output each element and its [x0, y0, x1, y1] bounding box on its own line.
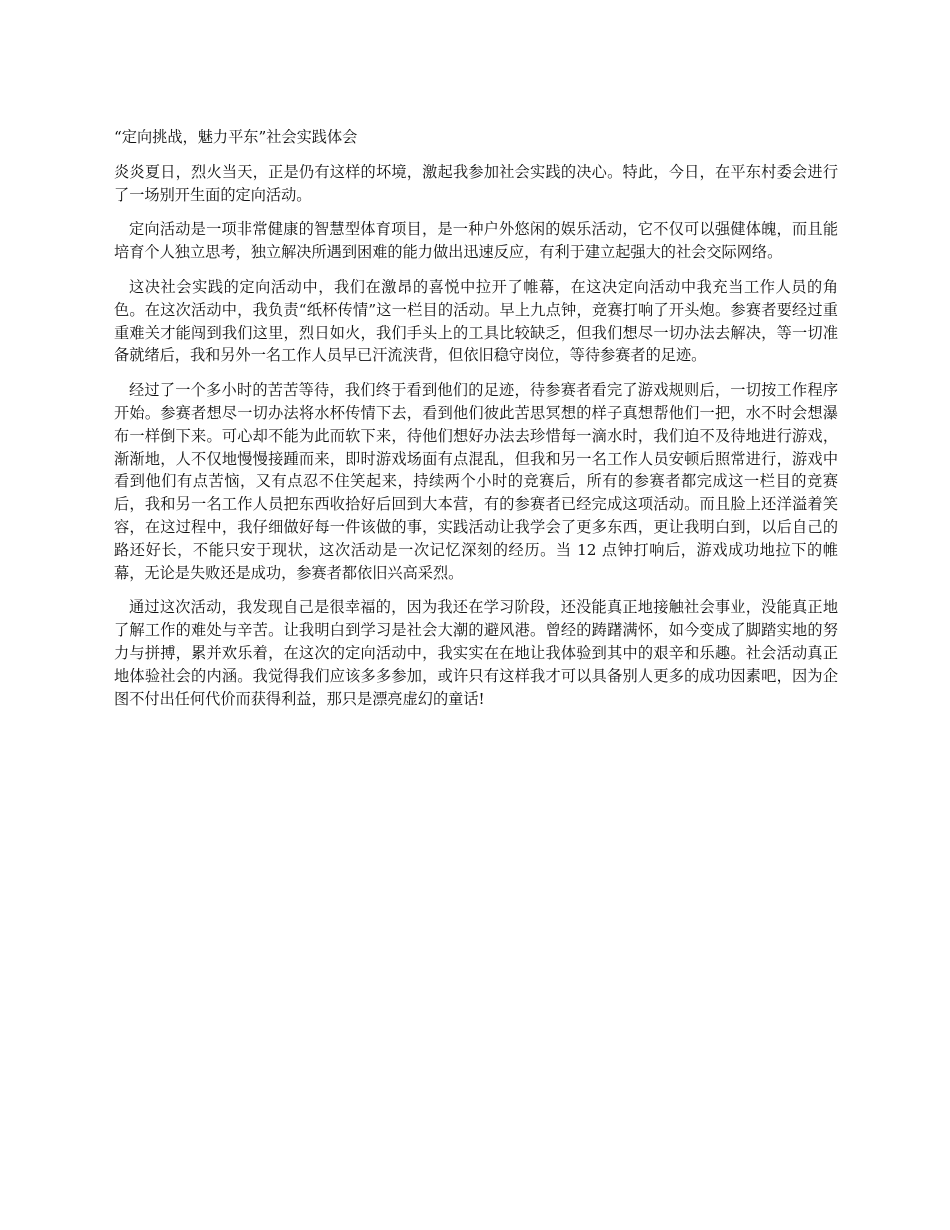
paragraph-reflection: 通过这次活动，我发现自己是很幸福的，因为我还在学习阶段，还没能真正地接触社会事业，没能真正地了解工作的难处与辛苦。让我明白到学习是社会大潮的避风港。曾经的踌躇满怀，如今变成了脚踏实地的努力与拼搏，累并欢乐着，在这次的定向活动中，我实实在在地让我体验到其中的艰辛和乐趣。社会活动真正地体验社会的内涵。我觉得我们应该多多参加，或许只有这样我才可以具备别人更多的成功因素吧，因为企图不付出任何代价而获得利益，那只是漂亮虚幻的童话!	[114, 598, 838, 708]
document-title: “定向挑战，魅力平东”社会实践体会	[114, 128, 358, 146]
paragraph-game: 经过了一个多小时的苦苦等待，我们终于看到他们的足迹，待参赛者看完了游戏规则后，一切按工作程序开始。参赛者想尽一切办法将水杯传情下去，看到他们彼此苦思冥想的样子真想帮他们一把，水不时会想瀑布一样倒下来。可心却不能为此而软下来，待他们想好办法去珍惜每一滴水时，我们迫不及待地进行游戏，渐渐地，人不仅地慢慢接踵而来，即时游戏场面有点混乱，但我和另一名工作人员安顿后照常进行，游戏中看到他们有点苦恼，又有点忍不住笑起来，持续两个小时的竞赛后，所有的参赛者都完成这一栏目的竞赛后，我和另一名工作人员把东西收拾好后回到大本营，有的参赛者已经完成这项活动。而且脸上还洋溢着笑容，在这过程中，我仔细做好每一件该做的事，实践活动让我学会了更多东西，更让我明白到，以后自己的路还好长，不能只安于现状，这次活动是一次记忆深刻的经历。当 12 点钟打响后，游戏成功地拉下的帷幕，无论是失败还是成功，参赛者都依旧兴高采烈。	[114, 381, 838, 582]
document-body	[114, 126, 838, 722]
paragraph-intro: 炎炎夏日，烈火当天，正是仍有这样的坏境，激起我参加社会实践的决心。特此，今日，在平东村委会进行了一场别开生面的定向活动。	[114, 162, 838, 204]
paragraph-role: 这决社会实践的定向活动中，我们在激昂的喜悦中拉开了帷幕，在这决定向活动中我充当工作人员的角色。在这次活动中，我负责“纸杯传情”这一栏目的活动。早上九点钟，竞赛打响了开头炮。参赛者要经过重重难关才能闯到我们这里，烈日如火，我们手头上的工具比较缺乏，但我们想尽一切办法去解决，等一切准备就绪后，我和另外一名工作人员早已汗流浃背，但依旧稳守岗位，等待参赛者的足迹。	[114, 277, 838, 365]
paragraph-orienteering: 定向活动是一项非常健康的智慧型体育项目，是一种户外悠闲的娱乐活动，它不仅可以强健体魄，而且能培育个人独立思考，独立解决所遇到困难的能力做出迅速反应，有利于建立起强大的社会交际网络。	[114, 220, 838, 262]
